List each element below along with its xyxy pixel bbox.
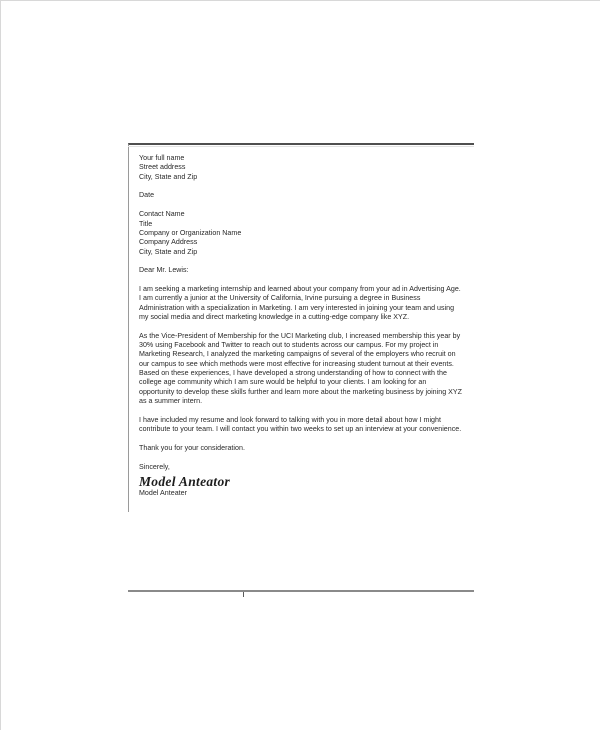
letter-page: [128, 143, 474, 512]
recipient-contact-name: Contact Name: [139, 210, 185, 219]
bottom-rule: [128, 590, 474, 592]
closing-line: Sincerely,: [139, 462, 170, 471]
spacer-before-para-2: [139, 322, 462, 331]
body-paragraph-1: I am seeking a marketing internship and learned about your company from your ad in Advertising Age. I am currently a junior at the University of California, Irvine pursuing a degree in Business Administration with a specialization in Marketing. I am very interested in joining your team and using my social media and direct marketing knowledge in a cutting-edge company like XYZ.: [139, 285, 461, 322]
sender-street: Street address: [139, 163, 186, 172]
sender-name: Your full name: [139, 154, 185, 162]
spacer-before-para-4: [139, 435, 462, 444]
bottom-rule-tick: [243, 592, 244, 597]
recipient-company-address: Company Address: [139, 238, 198, 247]
spacer-before-para-1: [139, 276, 462, 285]
sender-address-block: [139, 154, 462, 182]
recipient-city-state-zip: City, State and Zip: [139, 247, 198, 256]
salutation: Dear Mr. Lewis:: [139, 266, 189, 275]
spacer-before-closing: [139, 453, 462, 462]
date-block: [139, 191, 462, 200]
spacer-after-date: [139, 201, 462, 210]
body-paragraph-2: As the Vice-President of Membership for the UCI Marketing club, I increased membership this year by 30% using Facebook and Twitter to reach out to students across our campus. For my project in Marketing Research, I analyzed the marketing campaigns of several of the employers who recruit on our campus to see which methods were most effective for increasing student turnout at their events. Based on these experiences, I have developed a strong understanding of how to connect with the college age community which I am sure would be helpful to your clients. I am looking for an opportunity to develop these skills further and learn more about the marketing business by joining XYZ as a summer intern.: [139, 331, 463, 406]
closing-block: [139, 463, 462, 472]
recipient-company: Company or Organization Name: [139, 228, 242, 237]
spacer-before-para-3: [139, 407, 462, 416]
spacer-after-sender: [139, 182, 462, 191]
body-paragraph-4-thanks: Thank you for your consideration.: [139, 443, 245, 452]
letter-body: [139, 154, 462, 498]
typed-signature-name: Model Anteater: [139, 489, 187, 498]
sender-city-state-zip: City, State and Zip: [139, 172, 198, 181]
body-paragraph-3: I have included my resume and look forward to talking with you in more detail about how I might contribute to your team. I will contact you within two weeks to set up an interview at your convenience.: [139, 415, 462, 434]
salutation-block: [139, 266, 462, 275]
date-line: Date: [139, 191, 155, 200]
spacer-after-recipient: [139, 257, 462, 266]
recipient-title: Title: [139, 219, 153, 228]
handwritten-signature: Model Anteator: [139, 474, 231, 490]
top-inner-rule: [128, 146, 474, 147]
recipient-address-block: [139, 210, 462, 257]
